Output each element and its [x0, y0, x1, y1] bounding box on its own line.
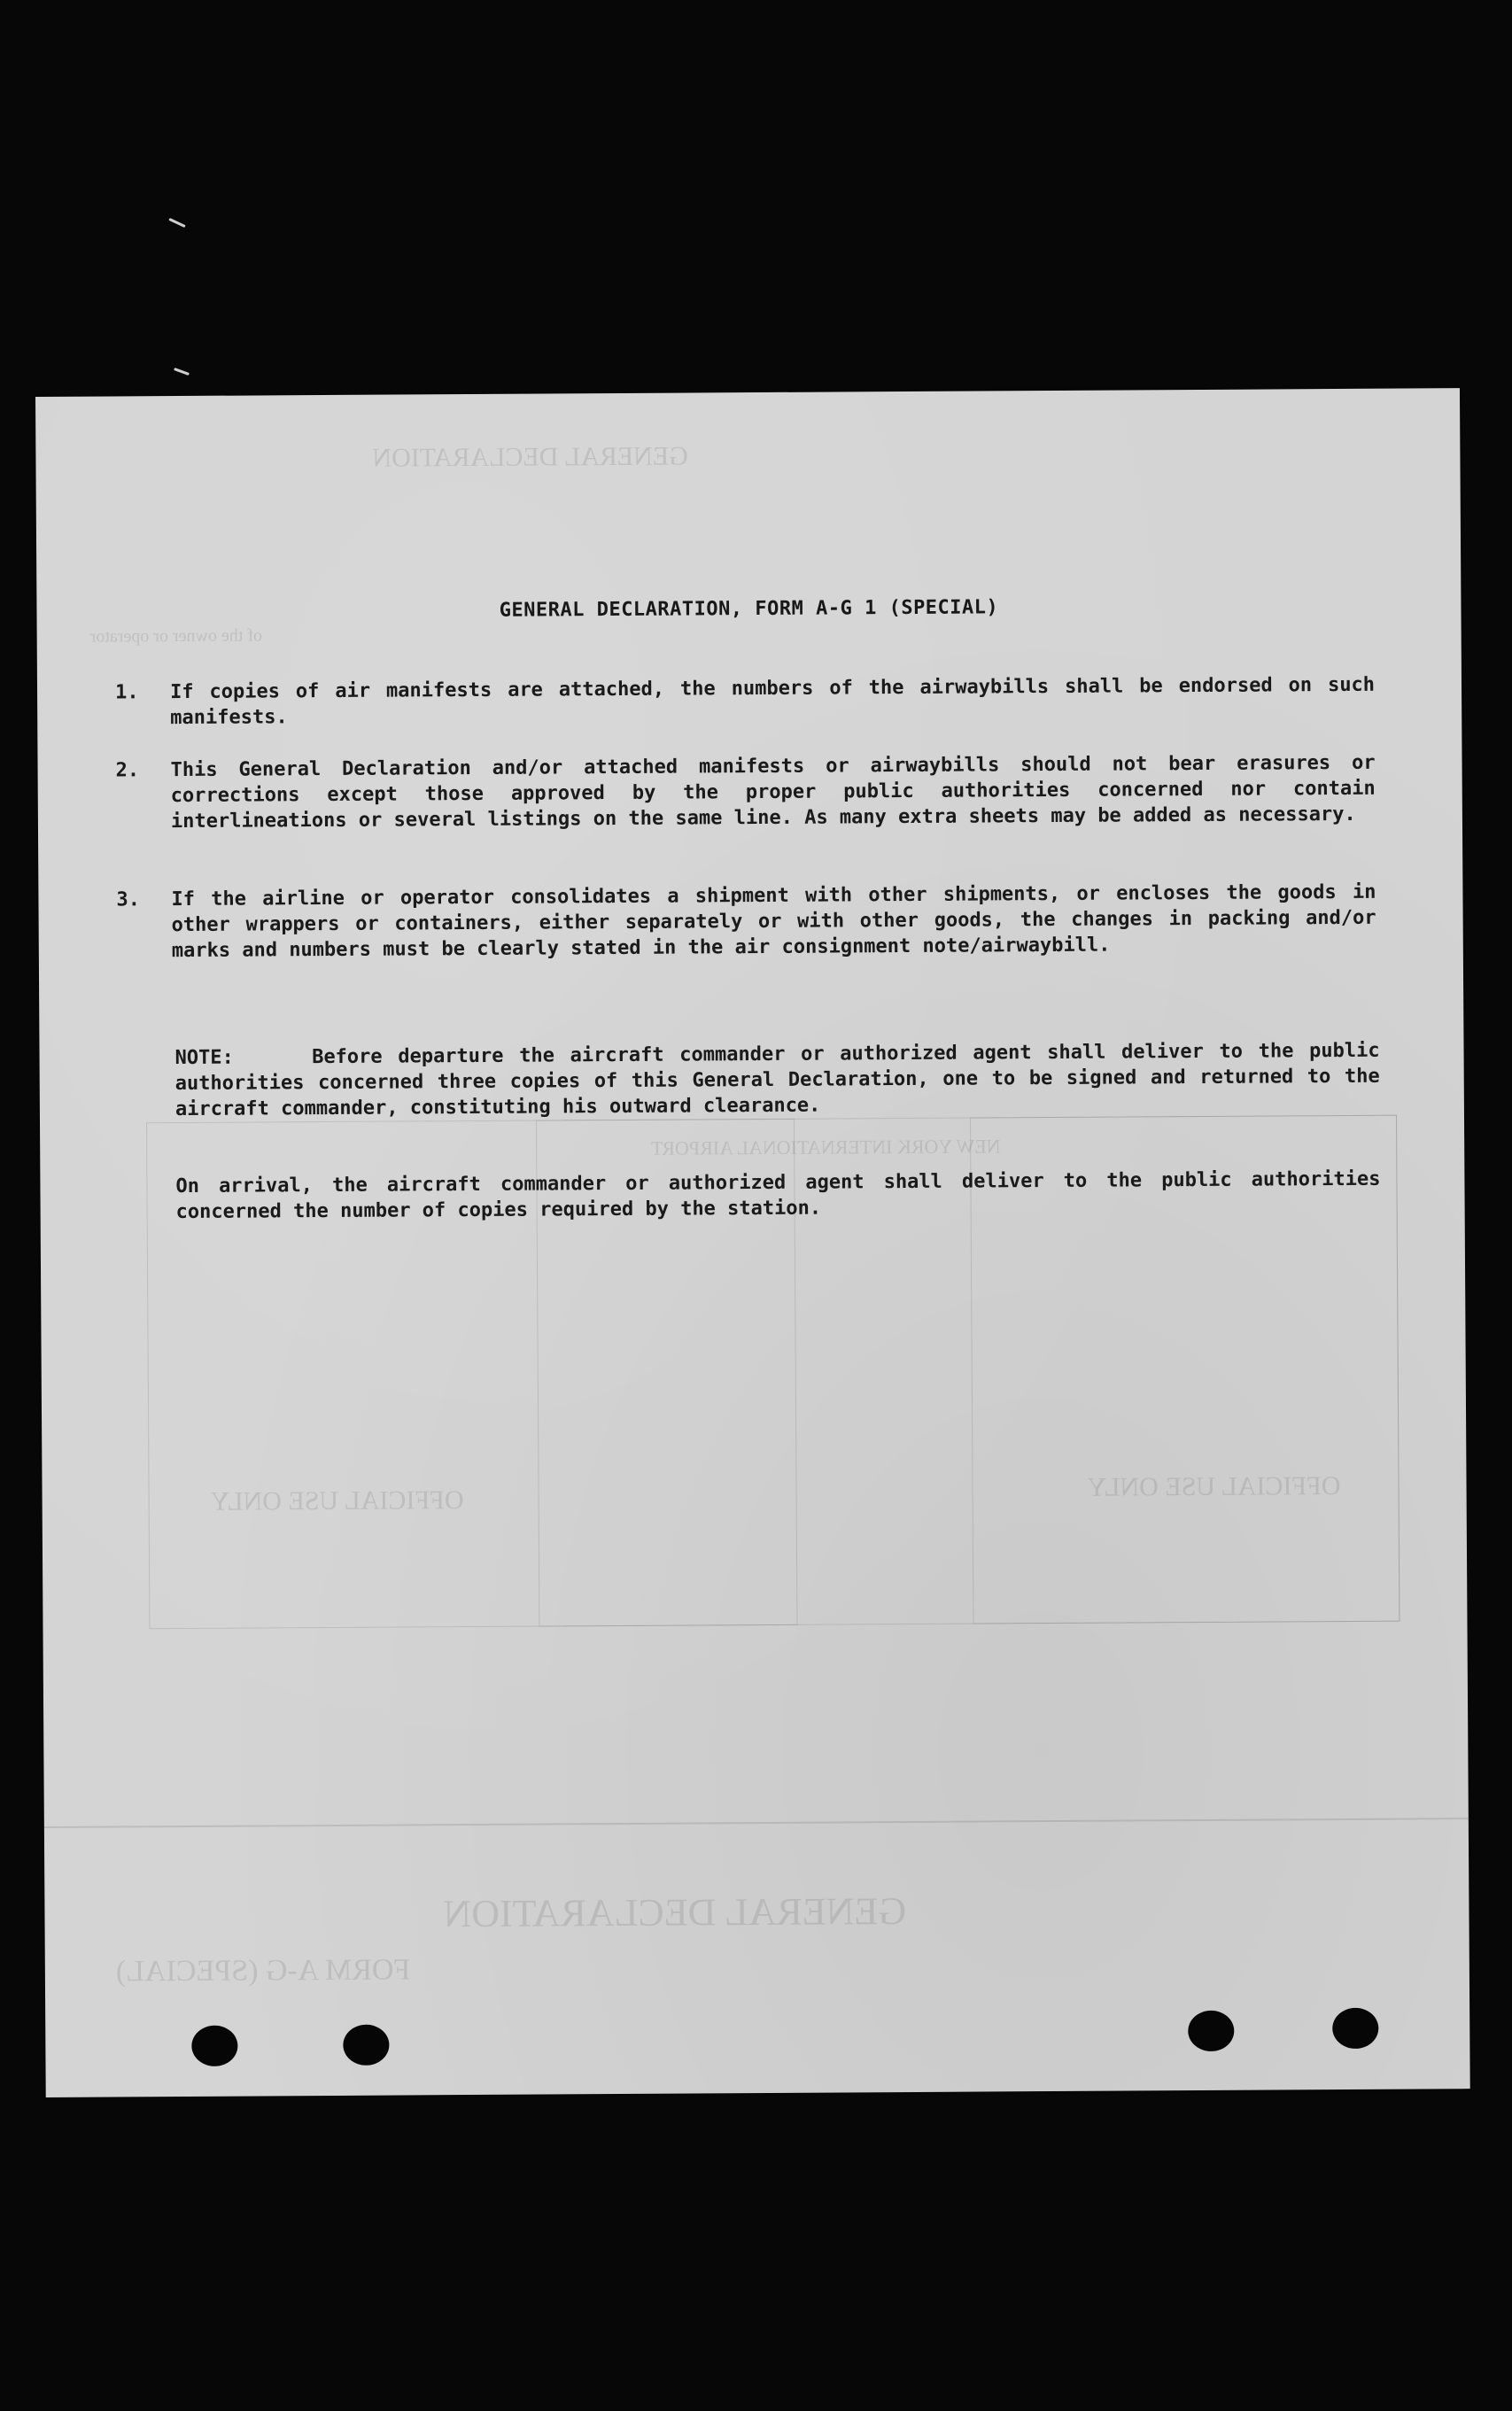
show-through-text: NEW YORK INTERNATIONAL AIRPORT — [651, 1135, 1001, 1159]
note-label: NOTE: — [174, 1046, 234, 1070]
item-text: If copies of air manifests are attached, the numbers of the airwaybills shall be endorsed on such manifests. — [169, 673, 1376, 730]
scan-mark — [174, 368, 190, 376]
item-number: 3. — [116, 888, 141, 911]
note-paragraph — [174, 1038, 1380, 1122]
punch-hole — [343, 2025, 389, 2066]
punch-hole — [1332, 2008, 1378, 2049]
show-through-text: OFFICIAL USE ONLY — [210, 1485, 464, 1516]
punch-hole — [191, 2026, 237, 2066]
show-through-text: GENERAL DECLARATION — [372, 441, 688, 473]
show-through-text: of the owner or operator — [89, 625, 263, 647]
item-number: 2. — [115, 759, 140, 782]
punch-hole — [1188, 2011, 1234, 2051]
show-through-text: OFFICIAL USE ONLY — [1087, 1471, 1341, 1502]
show-through-rule — [44, 1818, 1470, 1828]
document-page — [35, 388, 1470, 2097]
item-text: This General Declaration and/or attached manifests or airwaybills should not bear erasures or corrections except those approved by the proper public authorities concerned nor contain interlineations or several listings on the same line. As many extra sheets may be added as necessary. — [170, 751, 1376, 833]
note-text: Before departure the aircraft commander or authorized agent shall deliver to the public authorities concerned three copies of this General Declaration, one to be signed and returned to the aircraft commander, constituting his outward clearance. — [174, 1039, 1380, 1121]
page-title: GENERAL DECLARATION, FORM A-G 1 (SPECIAL) — [499, 596, 999, 622]
scan-mark — [168, 218, 185, 228]
show-through-text: GENERAL DECLARATION — [443, 1889, 907, 1936]
item-text: If the airline or operator consolidates a shipment with other shipments, or encloses the goods in other wrappers or containers, either separately or with other goods, the changes in packing and/or marks and numbers must be clearly stated in the air consignment note/airwaybill. — [171, 880, 1376, 963]
arrival-paragraph: On arrival, the aircraft commander or authorized agent shall deliver to the public authorities concerned the number of copies required by the station. — [175, 1167, 1381, 1224]
list-item — [115, 750, 1376, 834]
list-item — [116, 880, 1376, 964]
show-through-text: FORM A-G (SPECIAL) — [115, 1953, 411, 1988]
list-item — [114, 672, 1376, 731]
item-number: 1. — [114, 681, 139, 704]
